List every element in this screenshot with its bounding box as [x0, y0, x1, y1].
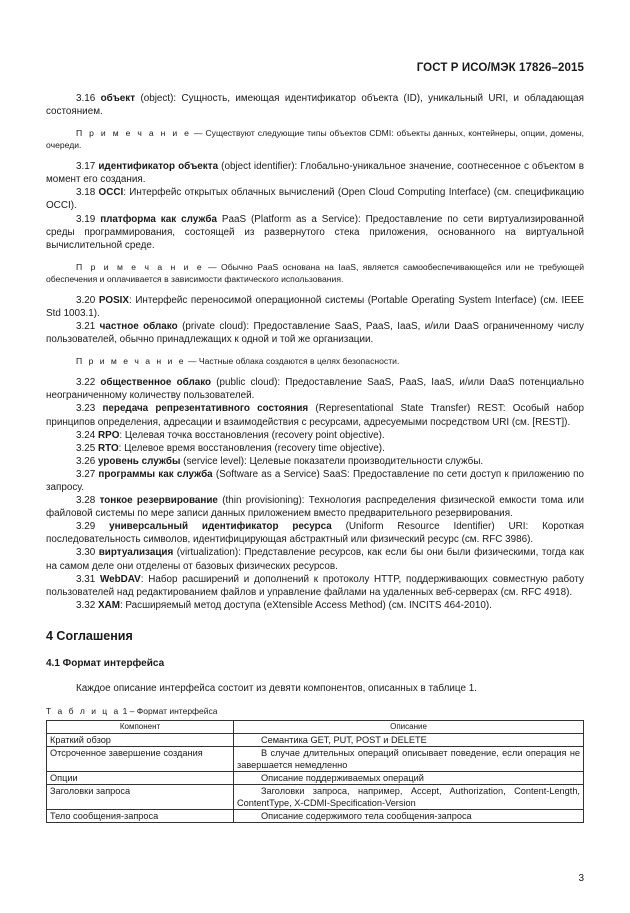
- definition-term: универсальный идентификатор ресурса: [109, 521, 332, 533]
- table-body: [47, 734, 584, 823]
- definition-number: 3.31: [76, 573, 96, 585]
- definition-text: : Целевое время восстановления (recovery time objective).: [118, 442, 385, 454]
- definition-text: (object): Сущность, имеющая идентификатор объекта (ID), уникальный URI, и обладающая состоянием.: [46, 93, 584, 118]
- definition-term: RTO: [97, 442, 119, 454]
- definition-paragraph: [46, 320, 584, 346]
- description-text: Описание содержимого тела сообщения-запроса: [261, 811, 472, 822]
- definition-term: передача репрезентативного состояния: [102, 403, 309, 415]
- definition-number: 3.30: [76, 547, 96, 559]
- description-text: В случае длительных операций описывает поведение, если операция не завершается немедленно: [237, 748, 580, 771]
- definition-number: 3.23: [76, 403, 96, 415]
- definition-term: тонкое резервирование: [99, 495, 218, 507]
- definition-term: объект: [100, 93, 136, 104]
- description-text: Заголовки запроса, например, Accept, Authorization, Content-Length, ContentType, X-CDMI-Specification-Version: [237, 786, 580, 809]
- definition-number: 3.25: [76, 442, 96, 454]
- note-text: — Частные облака создаются в целях безопасности.: [185, 356, 400, 367]
- definition-text: (Representational State Transfer) REST: Особый набор принципов определения, адресации и взаимодействия с ресурсами, адресуемыми посредством URI (см. [REST]).: [46, 403, 585, 428]
- table-row: [47, 785, 584, 810]
- definition-number: 3.27: [76, 468, 96, 480]
- note-label: П р и м е ч а н и е: [76, 128, 191, 139]
- definition-text: (thin provisioning): Технология распределения физической емкости тома или файловой системы по мере записи данных приложением вместо предварительного резервирования.: [46, 495, 584, 520]
- definition-text: (virtualization): Представление ресурсов, как если бы они были физическими, тогда как на самом деле они отделены от базовых физических ресурсов.: [46, 547, 584, 572]
- component-cell: Краткий обзор: [47, 734, 234, 747]
- table-row: [47, 810, 584, 823]
- definition-text: : Целевая точка восстановления (recovery point objective).: [119, 429, 385, 441]
- definition-paragraph: [46, 546, 584, 572]
- definition-text: (service level): Целевые показатели производительности службы.: [180, 455, 484, 467]
- definition-paragraph: [46, 573, 584, 599]
- definition-paragraph: [46, 402, 584, 428]
- component-cell: Заголовки запроса: [47, 785, 234, 810]
- definition-text: : Интерфейс открытых облачных вычислений (Open Cloud Computing Interface) (см. спецификацию OCCI).: [46, 187, 584, 212]
- definition-number: 3.18: [76, 187, 96, 199]
- definition-term: RPO: [97, 429, 120, 441]
- note-label: П р и м е ч а н и е: [76, 356, 186, 367]
- description-cell: [234, 785, 584, 810]
- section-title: 4 Соглашения: [46, 628, 133, 643]
- note-paragraph: [46, 261, 584, 285]
- header-description: Описание: [234, 721, 584, 734]
- description-cell: [234, 734, 584, 747]
- header-component: Компонент: [47, 721, 234, 734]
- definition-term: OCCI: [98, 187, 124, 199]
- definition-paragraph: [46, 455, 584, 468]
- table-row: [47, 734, 584, 747]
- definition-paragraph: [46, 468, 584, 494]
- definition-number: 3.24: [76, 429, 96, 441]
- description-cell: [234, 810, 584, 823]
- definition-paragraph: [46, 494, 584, 520]
- description-text: Описание поддерживаемых операций: [261, 773, 424, 784]
- definition-term: идентификатор объекта: [98, 161, 219, 173]
- table-caption: [46, 705, 584, 718]
- definition-paragraph: [46, 186, 584, 212]
- definition-number: 3.19: [76, 213, 96, 225]
- definition-term: программы как служба: [98, 468, 213, 480]
- definition-term: частное облако: [99, 321, 178, 333]
- page-content: [46, 92, 584, 823]
- definition-number: 3.26: [76, 455, 96, 467]
- definition-paragraph: [46, 213, 584, 252]
- note-text: — Существуют следующие типы объектов CDMI: объекты данных, контейнеры, опции, домены, очереди.: [46, 128, 585, 151]
- definition-paragraph: [46, 599, 584, 612]
- note-paragraph: [46, 355, 584, 367]
- definition-term: уровень службы: [97, 455, 181, 467]
- table-caption-label: Т а б л и ц а: [46, 706, 121, 717]
- description-cell: [234, 747, 584, 772]
- definition-number: 3.16: [76, 93, 96, 104]
- definition-paragraph: [46, 160, 584, 186]
- subsection-title: 4.1 Формат интерфейса: [46, 658, 165, 669]
- note-text: — Обычно PaaS основана на IaaS, является самообеспечивающейся или не требующей обеспечения и оплачивается в зависимости фактического использования.: [46, 261, 584, 284]
- component-cell: Опции: [47, 772, 234, 785]
- definition-paragraph: [46, 429, 584, 442]
- definition-text: : Набор расширений и дополнений к протоколу HTTP, поддерживающих совместную работу пользователей над редактированием файлов и управление файлами на удаленных веб-серверах (см. RFC 4918).: [46, 573, 584, 598]
- definition-text: (Uniform Resource Identifier) URI: Короткая последовательность символов, идентифицирующая абстрактный или физический ресурс (см. RFC 3986).: [46, 521, 584, 546]
- definition-term: платформа как служба: [100, 213, 217, 225]
- definition-paragraph: [46, 442, 584, 455]
- definition-text: PaaS (Platform as a Service): Предоставление по сети виртуализированной среды программирования, состоящей из развернутого стека приложения, основанного на виртуальной вычислительной среде.: [46, 213, 585, 251]
- component-cell: Тело сообщения-запроса: [47, 810, 234, 823]
- page-number: 3: [578, 873, 584, 884]
- definition-text: (Software as a Service) SaaS: Предоставление по сети доступ к приложению по запросу.: [46, 468, 584, 493]
- definition-number: 3.29: [76, 521, 96, 533]
- definition-paragraph: [46, 92, 584, 118]
- document-header: ГОСТ Р ИСО/МЭК 17826–2015: [416, 62, 584, 74]
- description-text: Семантика GET, PUT, POST и DELETE: [261, 735, 427, 746]
- definition-term: XAM: [97, 599, 120, 611]
- definition-term: виртуализация: [98, 547, 174, 559]
- definition-text: (private cloud): Предоставление SaaS, PaaS, IaaS, и/или DaaS ограниченному числу пользователей, обычно принадлежащих к одной и той же организации.: [46, 321, 584, 346]
- table-caption-text: 1 – Формат интерфейса: [120, 706, 218, 717]
- table-row: [47, 747, 584, 772]
- interface-format-table: [46, 720, 584, 823]
- definition-term: общественное облако: [100, 377, 212, 389]
- description-cell: [234, 772, 584, 785]
- definition-number: 3.20: [76, 294, 96, 306]
- definition-number: 3.22: [76, 377, 96, 389]
- definition-paragraph: [46, 294, 584, 320]
- definition-text: : Интерфейс переносимой операционной системы (Portable Operating System Interface) (см. IEEE Std 1003.1).: [46, 294, 584, 319]
- definition-number: 3.32: [76, 599, 96, 611]
- definition-paragraph: [46, 376, 584, 402]
- definition-text: : Расширяемый метод доступа (eXtensible Access Method) (см. INCITS 464-2010).: [119, 599, 492, 611]
- note-paragraph: [46, 127, 584, 151]
- definition-text: (public cloud): Предоставление SaaS, PaaS, IaaS, и/или DaaS потенциально неограниченному количеству пользователей.: [46, 377, 584, 402]
- table-row: [47, 772, 584, 785]
- definitions-list: [46, 92, 584, 612]
- table-header-row: [47, 721, 584, 734]
- definition-paragraph: [46, 520, 584, 546]
- definition-number: 3.17: [76, 161, 96, 173]
- definition-number: 3.28: [76, 495, 96, 507]
- definition-term: WebDAV: [99, 573, 141, 585]
- definition-number: 3.21: [76, 321, 96, 333]
- definition-text: (object identifier): Глобально-уникальное значение, соотнесенное с объектом в момент его создания.: [46, 161, 584, 186]
- definition-term: POSIX: [98, 294, 130, 306]
- note-label: П р и м е ч а н и е: [76, 261, 204, 272]
- section-intro: Каждое описание интерфейса состоит из девяти компонентов, описанных в таблице 1.: [76, 683, 477, 695]
- component-cell: Отсроченное завершение создания: [47, 747, 234, 772]
